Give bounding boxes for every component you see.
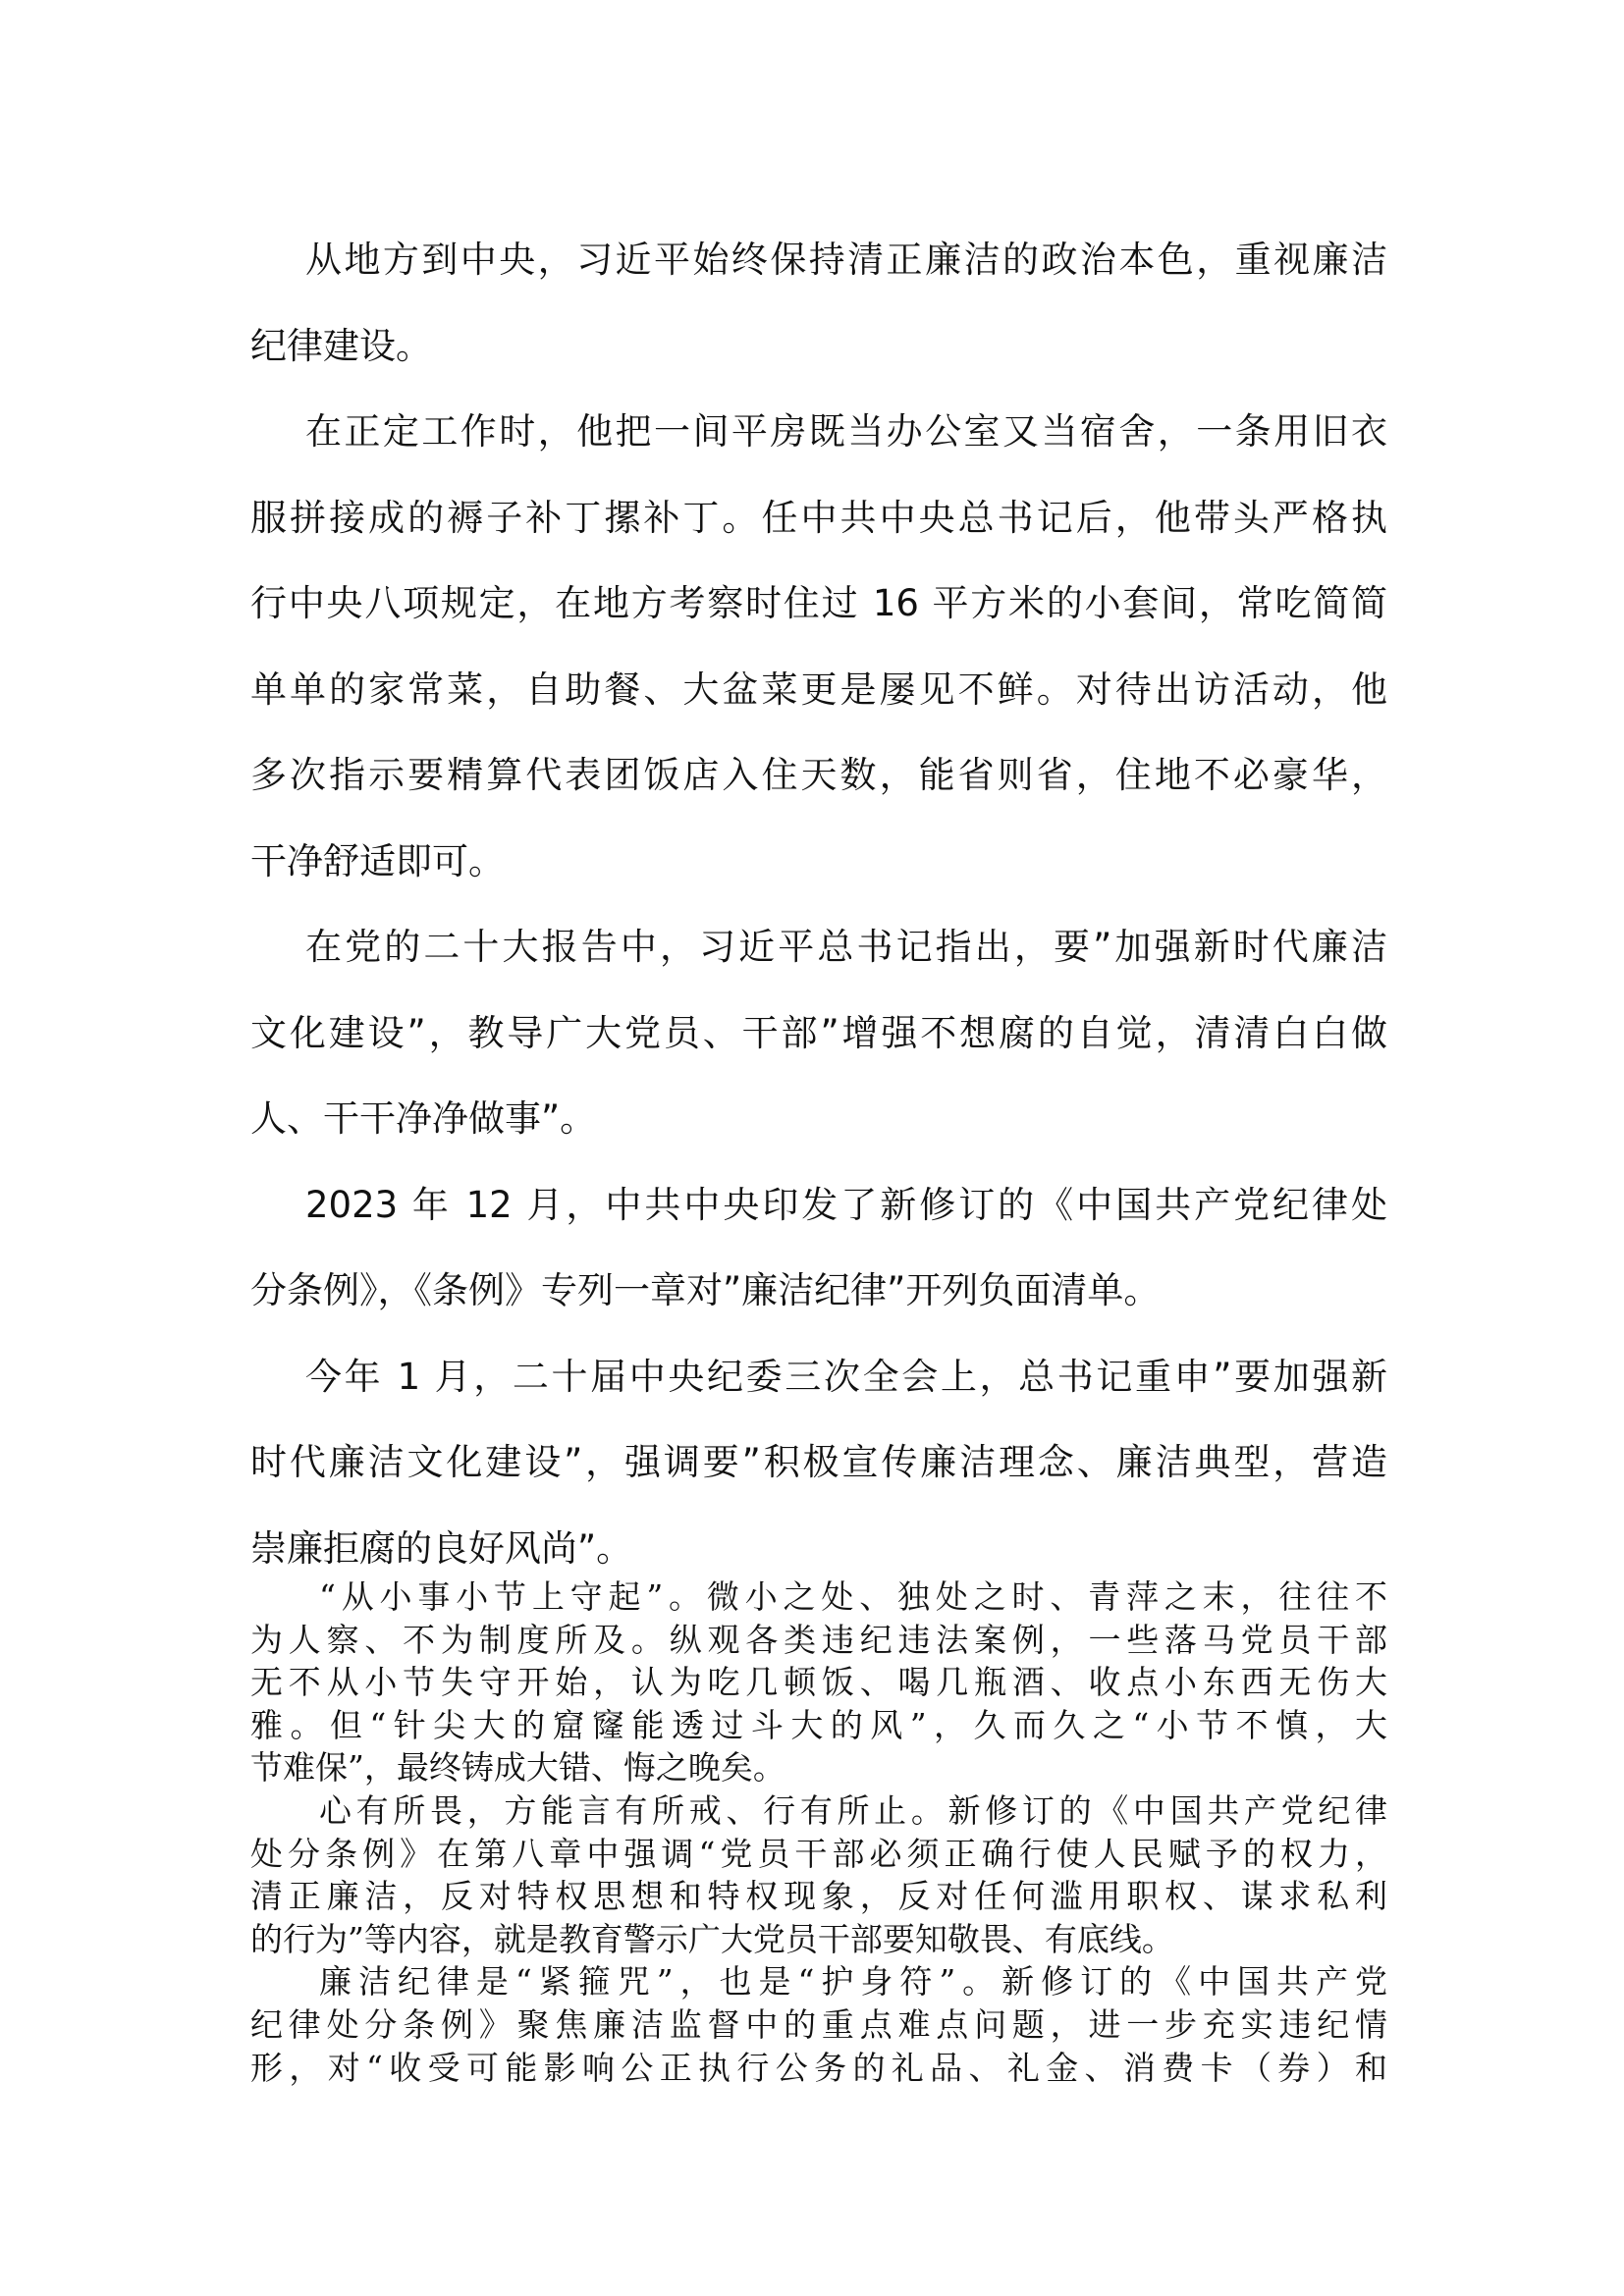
paragraph-line: 分条例》，《条例》专列一章对”廉洁纪律”开列负面清单。	[250, 1269, 1161, 1311]
paragraph-line: 节难保”，最终铸成大错、悔之晚矣。	[250, 1748, 785, 1788]
article-section-sans	[250, 217, 1387, 1591]
paragraph-line: 2023 年 12 月，中共中央印发了新修订的《中国共产党纪律处	[305, 1183, 1387, 1226]
paragraph	[250, 1575, 1387, 1789]
paragraph-line: 人、干干净净做事”。	[250, 1097, 597, 1140]
paragraph	[250, 1960, 1387, 2089]
paragraph-line: 在党的二十大报告中，习近平总书记指出，要”加强新时代廉洁	[305, 926, 1387, 968]
paragraph-line: 心有所畏，方能言有所戒、行有所止。新修订的《中国共产党纪律	[319, 1790, 1387, 1830]
paragraph-line: 从地方到中央，习近平始终保持清正廉洁的政治本色，重视廉洁	[305, 239, 1387, 281]
paragraph-line: 无不从小节失守开始，认为吃几顿饭、喝几瓶酒、收点小东西无伤大	[250, 1663, 1387, 1702]
paragraph-line: 干净舒适即可。	[250, 839, 505, 882]
paragraph-line: 崇廉拒腐的良好风尚”。	[250, 1526, 633, 1570]
paragraph	[250, 904, 1387, 1162]
paragraph-line: 纪律建设。	[250, 324, 432, 367]
paragraph-line: 服拼接成的褥子补丁摞补丁。任中共中央总书记后，他带头严格执	[250, 496, 1387, 539]
paragraph-line: 处分条例》在第八章中强调“党员干部必须正确行使人民赋予的权力，	[250, 1834, 1387, 1873]
paragraph-line: 行中央八项规定，在地方考察时住过 16 平方米的小套间，常吃简简	[250, 582, 1387, 624]
article-section-serif	[250, 1575, 1387, 2089]
paragraph	[250, 1334, 1387, 1592]
paragraph-line: 形，对“收受可能影响公正执行公务的礼品、礼金、消费卡（券）和	[250, 2048, 1387, 2087]
paragraph-line: 单单的家常菜，自助餐、大盆菜更是屡见不鲜。对待出访活动，他	[250, 667, 1387, 711]
paragraph	[250, 1162, 1387, 1334]
paragraph-line: 文化建设”，教导广大党员、干部”增强不想腐的自觉，清清白白做	[250, 1011, 1387, 1054]
paragraph	[250, 389, 1387, 904]
paragraph-line: 多次指示要精算代表团饭店入住天数，能省则省，住地不必豪华，	[250, 754, 1387, 796]
paragraph-line: 清正廉洁，反对特权思想和特权现象，反对任何滥用职权、谋求私利	[250, 1877, 1387, 1916]
paragraph-line: 今年 1 月，二十届中央纪委三次全会上，总书记重申”要加强新	[305, 1355, 1387, 1398]
paragraph	[250, 217, 1387, 389]
paragraph-line: 纪律处分条例》聚焦廉洁监督中的重点难点问题，进一步充实违纪情	[250, 2004, 1387, 2044]
paragraph-line: 廉洁纪律是“紧箍咒”，也是“护身符”。新修订的《中国共产党	[319, 1962, 1387, 2002]
paragraph-line: 的行为”等内容，就是教育警示广大党员干部要知敬畏、有底线。	[250, 1919, 1174, 1958]
paragraph-line: 在正定工作时，他把一间平房既当办公室又当宿舍，一条用旧衣	[305, 410, 1387, 453]
paragraph	[250, 1789, 1387, 1960]
paragraph-line: “从小事小节上守起”。微小之处、独处之时、青萍之末，往往不	[319, 1577, 1387, 1616]
paragraph-line: 为人察、不为制度所及。纵观各类违纪违法案例，一些落马党员干部	[250, 1620, 1387, 1659]
paragraph-line: 雅。但“针尖大的窟窿能透过斗大的风”，久而久之“小节不慎，大	[250, 1705, 1387, 1744]
paragraph-line: 时代廉洁文化建设”，强调要”积极宣传廉洁理念、廉洁典型，营造	[250, 1441, 1387, 1483]
